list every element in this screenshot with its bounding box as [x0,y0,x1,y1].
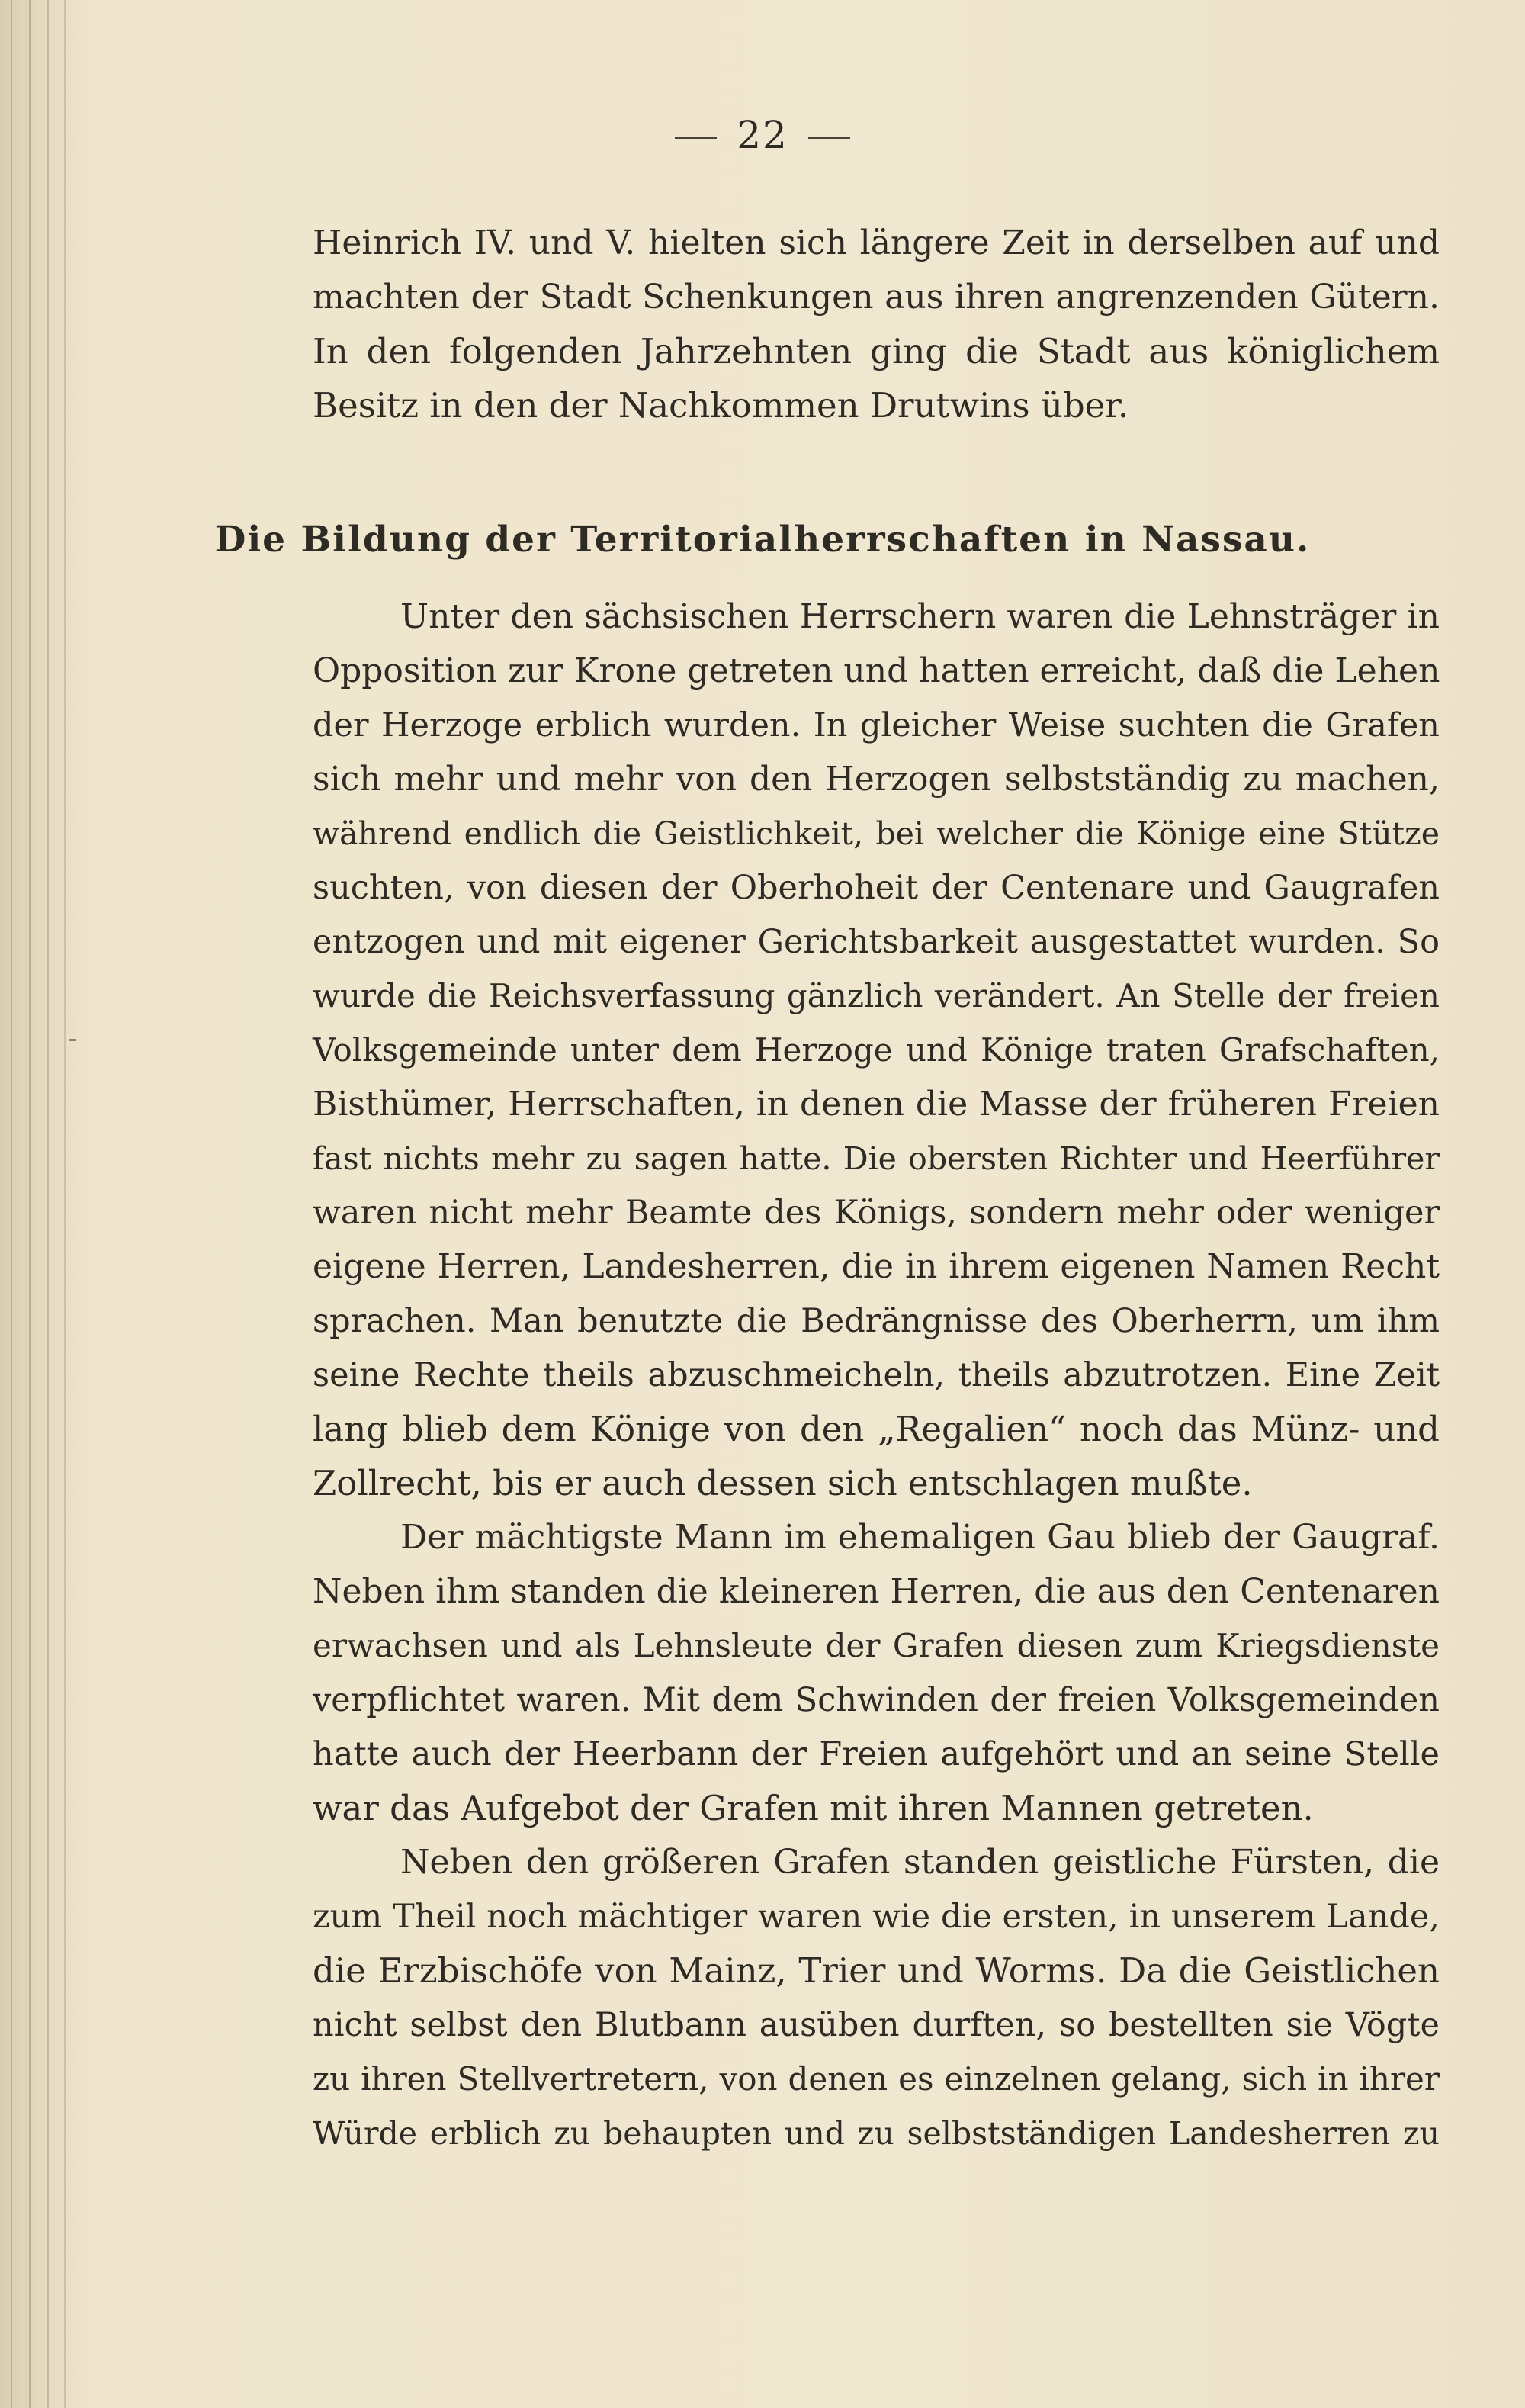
edge-mark [69,1039,76,1041]
text-line: Würde erblich zu behaupten und zu selbstständigen Landesherren zu [313,2115,1440,2152]
text-line: die Erzbischöfe von Mainz, Trier und Worms. Da die Geistlichen [313,1950,1440,1991]
page-edge-line [11,0,12,2408]
text-line: Neben den größeren Grafen standen geistliche Fürsten, die [400,1843,1440,1882]
text-line: fast nichts mehr zu sagen hatte. Die obersten Richter und Heerführer [313,1140,1440,1177]
text-line: verpflichtet waren. Mit dem Schwinden der freien Volksgemeinden [313,1681,1440,1719]
text-line: In den folgenden Jahrzehnten ging die Stadt aus königlichem [313,331,1440,371]
text-line: entzogen und mit eigener Gerichtsbarkeit ausgestattet wurden. So [313,923,1440,961]
dash-left [675,137,717,139]
text-line: Zollrecht, bis er auch dessen sich entschlagen mußte. [313,1463,1253,1503]
text-line: hatte auch der Heerbann der Freien aufgehört und an seine Stelle [313,1735,1440,1773]
section-heading: Die Bildung der Territorialherrschaften in Nassau. [214,519,1311,561]
text-line: der Herzoge erblich wurden. In gleicher Weise suchten die Grafen [313,706,1440,744]
dash-right [808,137,850,139]
text-line: Opposition zur Krone getreten und hatten erreicht, daß die Lehen [313,651,1440,690]
text-line: während endlich die Geistlichkeit, bei welcher die Könige eine Stütze [313,815,1440,852]
page-number [0,113,1525,157]
text-line: Neben ihm standen die kleineren Herren, die aus den Centenaren [313,1572,1440,1611]
text-line: Bisthümer, Herrschaften, in denen die Masse der früheren Freien [313,1085,1440,1124]
text-line: wurde die Reichsverfassung gänzlich verändert. An Stelle der freien [313,977,1440,1014]
text-line: sprachen. Man benutzte die Bedrängnisse des Oberherrn, um ihm [313,1302,1440,1340]
text-line: sich mehr und mehr von den Herzogen selbstständig zu machen, [313,760,1440,799]
text-line: Volksgemeinde unter dem Herzoge und Könige traten Grafschaften, [313,1031,1440,1069]
text-line: suchten, von diesen der Oberhoheit der Centenare und Gaugrafen [313,869,1440,907]
text-line: waren nicht mehr Beamte des Königs, sondern mehr oder weniger [313,1194,1440,1232]
text-line: zum Theil noch mächtiger waren wie die ersten, in unserem Lande, [313,1898,1440,1936]
text-line: lang blieb dem Könige von den „Regalien“ noch das Münz- und [313,1409,1440,1449]
text-line: machten der Stadt Schenkungen aus ihren angrenzenden Gütern. [313,278,1440,317]
text-line: seine Rechte theils abzuschmeicheln, theils abzutrotzen. Eine Zeit [313,1356,1440,1394]
text-line: eigene Herren, Landesherren, die in ihrem eigenen Namen Recht [313,1247,1440,1286]
text-line: zu ihren Stellvertretern, von denen es einzelnen gelang, sich in ihrer [313,2060,1440,2098]
text-line: Unter den sächsischen Herrschern waren die Lehnsträger in [400,597,1440,636]
text-line: war das Aufgebot der Grafen mit ihren Mannen getreten. [313,1788,1314,1828]
page-edge-line [47,0,49,2408]
text-line: nicht selbst den Blutbann ausüben durften, so bestellten sie Vögte [313,2006,1440,2044]
text-line: Besitz in den der Nachkommen Drutwins über. [313,385,1129,426]
text-line: Heinrich IV. und V. hielten sich längere Zeit in derselben auf und [313,223,1440,262]
page-edge-line [64,0,66,2408]
page-number-text: 22 [737,113,788,157]
text-line: erwachsen und als Lehnsleute der Grafen diesen zum Kriegsdienste [313,1627,1440,1664]
text-line: Der mächtigste Mann im ehemaligen Gau blieb der Gaugraf. [400,1518,1440,1557]
page-edge-line [29,0,31,2408]
